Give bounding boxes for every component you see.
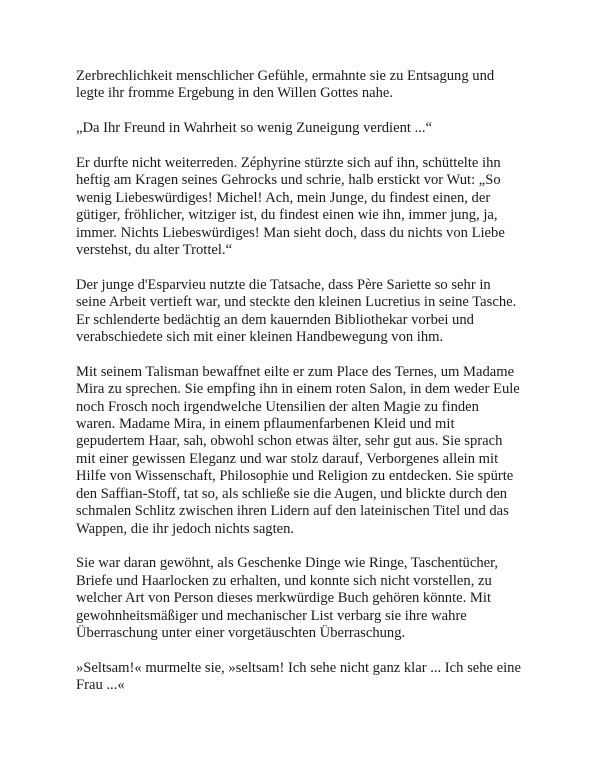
paragraph-4: Der junge d'Esparvieu nutzte die Tatsache, dass Père Sariette so sehr in seine Arbeit vertieft war, und steckte den kleinen Lucretius in seine Tasche. Er schlenderte bedächtig an dem kauernden Bibliothekar vorbei und verabschiedete sich mit einer kleinen Handbewegung von ihm. [76,276,517,346]
paragraph-7: »Seltsam!« murmelte sie, »seltsam! Ich sehe nicht ganz klar ... Ich sehe eine Frau ...« [76,659,521,694]
document-page [76,68,536,712]
paragraph-3: Er durfte nicht weiterreden. Zéphyrine stürzte sich auf ihn, schüttelte ihn heftig am Kragen seines Gehrocks und schrie, halb erstickt vor Wut: „So wenig Liebeswürdiges! Michel! Ach, mein Junge, du findest einen, der gütiger, fröhlicher, witziger ist, du findest einen wie ihn, immer jung, ja, immer. Nichts Liebeswürdiges! Man sieht doch, dass du nichts von Liebe verstehst, du alter Trottel.“ [76,155,505,259]
paragraph-6: Sie war daran gewöhnt, als Geschenke Dinge wie Ringe, Taschentücher, Briefe und Haarlocken zu erhalten, und konnte sich nicht vorstellen, zu welcher Art von Person dieses merkwürdige Buch gehören könnte. Mit gewohnheitsmäßiger und mechanischer List verbarg sie ihre wahre Überraschung unter einer vorgetäuschten Überraschung. [76,555,499,641]
paragraph-5: Mit seinem Talisman bewaffnet eilte er zum Place des Ternes, um Madame Mira zu sprechen. Sie empfing ihn in einem roten Salon, in dem weder Eule noch Frosch noch irgendwelche Utensilien der alten Magie zu finden waren. Madame Mira, in einem pflaumenfarbenen Kleid und mit gepudertem Haar, sah, obwohl schon etwas älter, sehr gut aus. Sie sprach mit einer gewissen Eleganz und war stolz darauf, Verborgenes allein mit Hilfe von Wissenschaft, Philosophie und Religion zu entdecken. Sie spürte den Saffian-Stoff, tat so, als schließe sie die Augen, und blickte durch den schmalen Schlitz zwischen ihren Lidern auf den lateinischen Titel und das Wappen, die ihr jedoch nichts sagten. [76,363,520,537]
paragraph-1: Zerbrechlichkeit menschlicher Gefühle, ermahnte sie zu Entsagung und legte ihr fromme Ergebung in den Willen Gottes nahe. [76,68,495,102]
paragraph-2: „Da Ihr Freund in Wahrheit so wenig Zuneigung verdient ...“ [76,120,433,137]
